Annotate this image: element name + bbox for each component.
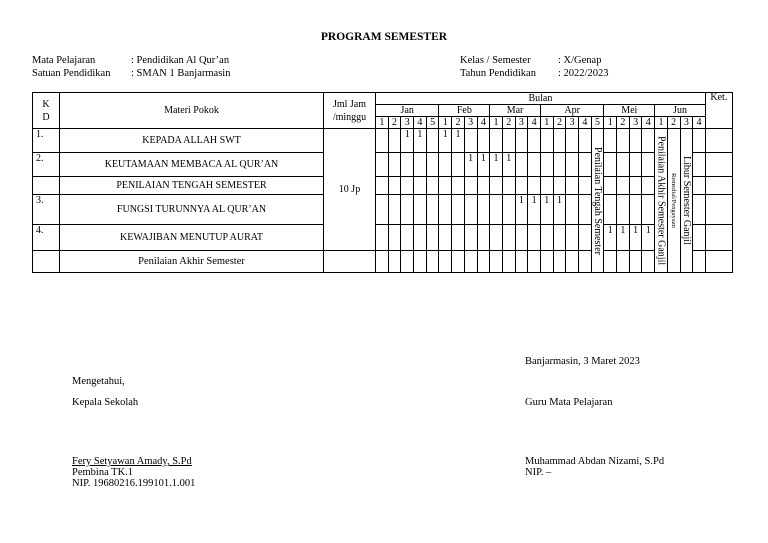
vertical-cell: [591, 129, 604, 273]
week-cell: [566, 251, 579, 273]
info-label-kelas: Kelas / Semester: [460, 55, 531, 66]
week-number: 3: [566, 117, 579, 129]
week-cell: [604, 153, 617, 177]
week-cell: [604, 129, 617, 153]
week-cell: [693, 225, 706, 251]
week-cell: [490, 225, 503, 251]
week-number: 1: [655, 117, 668, 129]
info-label-mapel: Mata Pelajaran: [32, 55, 96, 66]
week-cell: [414, 225, 427, 251]
week-cell: [388, 195, 401, 225]
table-row: [33, 251, 733, 273]
ket-cell: [705, 225, 732, 251]
week-cell: [439, 195, 452, 225]
ket-cell: [705, 251, 732, 273]
week-cell: [414, 153, 427, 177]
ket-header: Ket.: [705, 93, 732, 129]
guru-name: Muhammad Abdan Nizami, S.Pd: [525, 456, 665, 467]
week-cell: [528, 153, 541, 177]
week-cell: [566, 129, 579, 153]
week-cell: [540, 225, 553, 251]
bulan-header: Bulan: [376, 93, 706, 105]
week-cell: [388, 129, 401, 153]
week-mark: 1: [401, 129, 414, 153]
week-cell: [502, 225, 515, 251]
week-cell: [426, 225, 439, 251]
week-cell: [452, 225, 465, 251]
row-kd: [33, 251, 60, 273]
document-title: PROGRAM SEMESTER: [320, 31, 448, 43]
week-cell: [452, 195, 465, 225]
week-cell: [502, 177, 515, 195]
week-cell: [401, 153, 414, 177]
info-labels-left: [32, 54, 110, 80]
week-cell: [376, 195, 389, 225]
week-cell: [464, 225, 477, 251]
week-cell: [629, 129, 642, 153]
jml-empty: [324, 251, 376, 273]
week-number: 4: [414, 117, 427, 129]
row-kd: 3.: [33, 195, 60, 225]
week-number: 3: [515, 117, 528, 129]
week-cell: [629, 177, 642, 195]
week-cell: [388, 225, 401, 251]
week-cell: [464, 177, 477, 195]
week-cell: [617, 153, 630, 177]
week-mark: 1: [528, 195, 541, 225]
week-cell: [553, 225, 566, 251]
week-number: 2: [667, 117, 680, 129]
week-cell: [604, 251, 617, 273]
week-cell: [439, 251, 452, 273]
week-mark: 1: [464, 153, 477, 177]
ket-cell: [705, 129, 732, 153]
week-number: 3: [680, 117, 693, 129]
week-cell: [540, 177, 553, 195]
week-cell: [426, 153, 439, 177]
week-cell: [477, 129, 490, 153]
row-materi: KEPADA ALLAH SWT: [60, 129, 324, 153]
week-cell: [401, 251, 414, 273]
info-label-satuan: Satuan Pendidikan: [32, 68, 111, 79]
week-cell: [642, 195, 655, 225]
week-number: 1: [604, 117, 617, 129]
week-cell: [477, 177, 490, 195]
row-materi: KEUTAMAAN MEMBACA AL QUR’AN: [60, 153, 324, 177]
week-number: 5: [426, 117, 439, 129]
week-cell: [629, 251, 642, 273]
kepala-sekolah-title: Kepala Sekolah: [72, 397, 139, 408]
week-cell: [452, 251, 465, 273]
materi-header: Materi Pokok: [60, 93, 324, 129]
week-cell: [579, 129, 592, 153]
week-number: 1: [490, 117, 503, 129]
week-cell: [376, 129, 389, 153]
week-mark: 1: [414, 129, 427, 153]
info-value-kelas: : X/Genap: [558, 55, 602, 66]
week-mark: 1: [617, 225, 630, 251]
program-semester-table: [32, 92, 733, 273]
week-cell: [540, 251, 553, 273]
row-materi: Penilaian Akhir Semester: [60, 251, 324, 273]
week-cell: [642, 251, 655, 273]
week-cell: [388, 153, 401, 177]
month-jun: Jun: [655, 105, 706, 117]
week-mark: 1: [604, 225, 617, 251]
info-values-right: [558, 54, 608, 80]
week-cell: [617, 129, 630, 153]
week-cell: [579, 225, 592, 251]
week-cell: [376, 225, 389, 251]
week-cell: [693, 129, 706, 153]
row-materi: PENILAIAN TENGAH SEMESTER: [60, 177, 324, 195]
week-number: 5: [591, 117, 604, 129]
week-number: 3: [629, 117, 642, 129]
week-mark: 1: [439, 129, 452, 153]
guru-title: Guru Mata Pelajaran: [525, 397, 613, 408]
week-cell: [414, 195, 427, 225]
week-cell: [515, 225, 528, 251]
mengetahui-label: Mengetahui,: [72, 376, 125, 387]
week-cell: [401, 177, 414, 195]
week-number: 3: [464, 117, 477, 129]
week-number: 1: [376, 117, 389, 129]
week-cell: [579, 153, 592, 177]
week-cell: [515, 153, 528, 177]
week-cell: [376, 251, 389, 273]
week-cell: [426, 195, 439, 225]
week-number: 2: [502, 117, 515, 129]
kepala-signature-block: [72, 456, 195, 489]
week-cell: [502, 195, 515, 225]
week-cell: [464, 251, 477, 273]
week-cell: [477, 195, 490, 225]
row-kd: 1.: [33, 129, 60, 153]
info-values-left: [131, 54, 230, 80]
week-number: 2: [553, 117, 566, 129]
week-cell: [464, 195, 477, 225]
week-cell: [642, 177, 655, 195]
week-cell: [693, 251, 706, 273]
week-number: 4: [528, 117, 541, 129]
week-cell: [629, 195, 642, 225]
week-cell: [553, 251, 566, 273]
week-cell: [629, 153, 642, 177]
kd-header: K D: [33, 93, 60, 129]
week-cell: [579, 177, 592, 195]
remedial-vertical-label: Remedial/Pengayaan: [670, 173, 678, 228]
row-materi: KEWAJIBAN MENUTUP AURAT: [60, 225, 324, 251]
week-cell: [426, 177, 439, 195]
week-cell: [617, 177, 630, 195]
jml-header: Jml Jam /minggu: [324, 93, 376, 129]
week-cell: [439, 153, 452, 177]
month-mar: Mar: [490, 105, 541, 117]
week-cell: [566, 225, 579, 251]
guru-nip: NIP. –: [525, 467, 552, 478]
week-cell: [528, 251, 541, 273]
week-cell: [439, 177, 452, 195]
kepala-name: Fery Setyawan Amady, S.Pd: [72, 456, 192, 467]
week-cell: [452, 153, 465, 177]
month-mei: Mei: [604, 105, 655, 117]
week-cell: [566, 177, 579, 195]
week-cell: [477, 251, 490, 273]
table-row: [33, 225, 733, 251]
week-mark: 1: [477, 153, 490, 177]
week-cell: [426, 129, 439, 153]
info-value-satuan: : SMAN 1 Banjarmasin: [131, 68, 231, 79]
info-labels-right: [460, 54, 536, 80]
week-cell: [515, 129, 528, 153]
week-cell: [401, 195, 414, 225]
week-number: 4: [693, 117, 706, 129]
week-mark: 1: [452, 129, 465, 153]
week-cell: [693, 153, 706, 177]
week-cell: [617, 251, 630, 273]
week-cell: [693, 195, 706, 225]
week-mark: 1: [540, 195, 553, 225]
week-number: 4: [642, 117, 655, 129]
week-cell: [604, 195, 617, 225]
week-number: 2: [452, 117, 465, 129]
week-cell: [401, 225, 414, 251]
week-mark: 1: [490, 153, 503, 177]
week-cell: [642, 153, 655, 177]
week-cell: [528, 225, 541, 251]
week-cell: [502, 251, 515, 273]
ket-cell: [705, 177, 732, 195]
week-cell: [604, 177, 617, 195]
vertical-cell: [680, 129, 693, 273]
ket-cell: [705, 195, 732, 225]
week-cell: [642, 129, 655, 153]
table-row: [33, 129, 733, 153]
week-cell: [566, 195, 579, 225]
week-cell: [528, 177, 541, 195]
week-cell: [414, 251, 427, 273]
week-cell: [464, 129, 477, 153]
week-cell: [553, 129, 566, 153]
row-kd: [33, 177, 60, 195]
week-mark: 1: [629, 225, 642, 251]
row-kd: 2.: [33, 153, 60, 177]
week-cell: [452, 177, 465, 195]
week-cell: [617, 195, 630, 225]
pas-vertical-label: Penilaian Akhir Semester Ganjil: [655, 135, 667, 266]
week-cell: [376, 177, 389, 195]
vertical-cell: [667, 129, 680, 273]
week-cell: [579, 251, 592, 273]
month-jan: Jan: [376, 105, 439, 117]
week-cell: [388, 251, 401, 273]
week-cell: [414, 177, 427, 195]
table-row: [33, 153, 733, 177]
week-number: 1: [439, 117, 452, 129]
row-kd: 4.: [33, 225, 60, 251]
week-cell: [490, 195, 503, 225]
week-cell: [490, 251, 503, 273]
week-cell: [376, 153, 389, 177]
week-cell: [515, 177, 528, 195]
info-value-mapel: : Pendidikan Al Qur’an: [131, 55, 230, 66]
month-apr: Apr: [540, 105, 603, 117]
week-cell: [540, 153, 553, 177]
week-cell: [553, 177, 566, 195]
week-cell: [490, 177, 503, 195]
week-number: 2: [388, 117, 401, 129]
pts-vertical-label: Penilaian Tengah Semester: [592, 146, 604, 255]
ket-cell: [705, 153, 732, 177]
week-mark: 1: [515, 195, 528, 225]
week-cell: [553, 153, 566, 177]
week-number: 3: [401, 117, 414, 129]
week-number: 2: [617, 117, 630, 129]
week-cell: [490, 129, 503, 153]
week-cell: [502, 129, 515, 153]
week-mark: 1: [553, 195, 566, 225]
month-feb: Feb: [439, 105, 490, 117]
row-materi: FUNGSI TURUNNYA AL QUR’AN: [60, 195, 324, 225]
table-row: [33, 177, 733, 195]
week-number: 4: [579, 117, 592, 129]
guru-signature-block: [525, 456, 664, 478]
week-cell: [515, 251, 528, 273]
week-number: 1: [540, 117, 553, 129]
libur-vertical-label: Libur Semester Ganjil: [680, 156, 692, 245]
week-number: 4: [477, 117, 490, 129]
info-label-tahun: Tahun Pendidikan: [460, 68, 536, 79]
week-mark: 1: [642, 225, 655, 251]
week-cell: [693, 177, 706, 195]
week-cell: [540, 129, 553, 153]
kepala-rank: Pembina TK.1: [72, 467, 134, 478]
week-cell: [477, 225, 490, 251]
vertical-cell: [655, 129, 668, 273]
week-cell: [566, 153, 579, 177]
kepala-nip: NIP. 19680216.199101.1.001: [72, 478, 196, 489]
week-cell: [579, 195, 592, 225]
week-mark: 1: [502, 153, 515, 177]
week-cell: [439, 225, 452, 251]
place-date: Banjarmasin, 3 Maret 2023: [525, 356, 640, 367]
jml-value: 10 Jp: [324, 129, 376, 251]
table-row: [33, 195, 733, 225]
week-cell: [388, 177, 401, 195]
info-value-tahun: : 2022/2023: [558, 68, 609, 79]
week-cell: [426, 251, 439, 273]
week-cell: [528, 129, 541, 153]
